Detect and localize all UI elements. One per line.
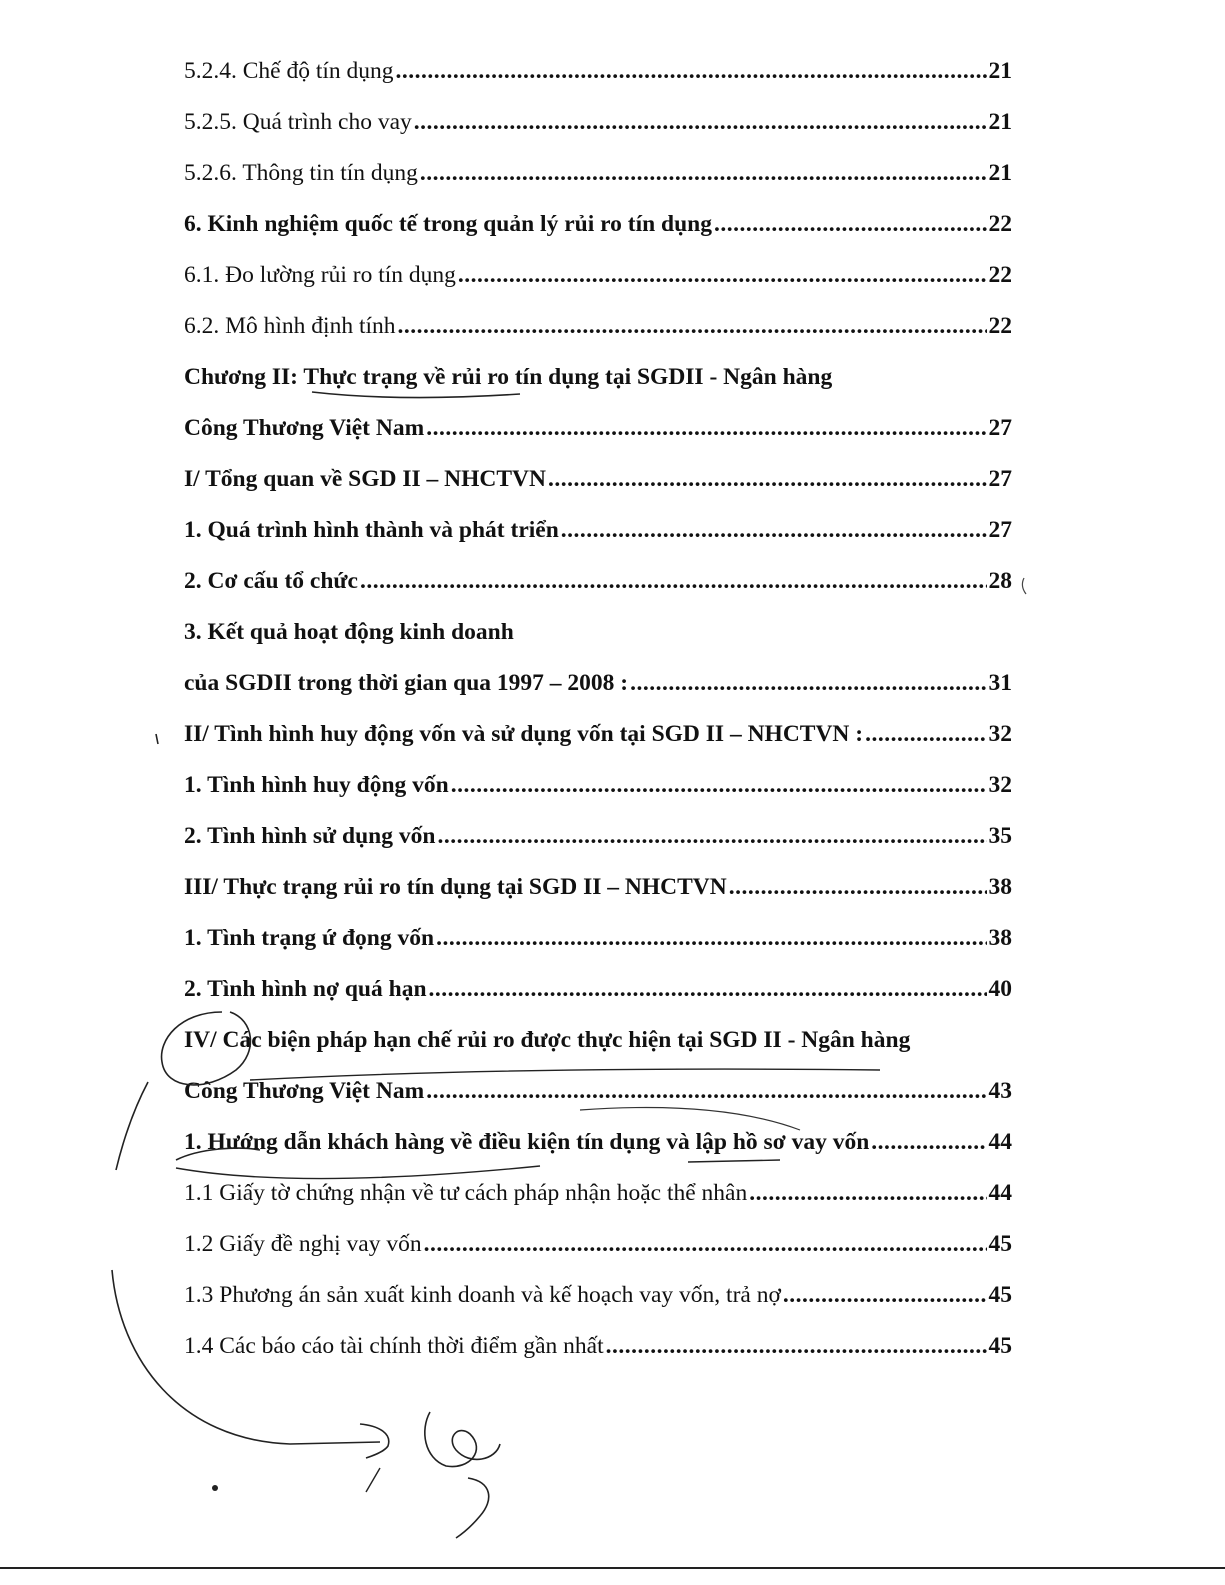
pen-tick-mark [1022,578,1026,594]
toc-page-number: 22 [988,262,1012,288]
toc-entry-label: Công Thương Việt Nam [184,1078,425,1104]
toc-entry-label: 1. Quá trình hình thành và phát triển [184,517,559,543]
toc-page-number: 21 [988,160,1012,186]
toc-page-number: 44 [988,1129,1012,1155]
pen-circle-mark [162,1012,251,1085]
pen-strike-mark [176,1148,260,1160]
toc-page-number: 35 [988,823,1012,849]
pen-scribble-mark [456,1478,489,1538]
toc-entry-label: 6.1. Đo lường rủi ro tín dụng [184,262,456,288]
pen-tick-mark [156,734,158,744]
toc-entry-label: 5.2.5. Quá trình cho vay [184,109,412,135]
toc-page-number: 21 [988,109,1012,135]
toc-page-number: 38 [988,874,1012,900]
pen-scribble-mark [366,1468,380,1492]
toc-entry-label: 6. Kinh nghiệm quốc tế trong quản lý rủi ro tín dụng [184,211,713,237]
toc-entry-label: 5.2.4. Chế độ tín dụng [184,58,394,84]
toc-page-number: 27 [988,415,1012,441]
toc-entry-label: Công Thương Việt Nam [184,415,425,441]
toc-entry-label: I/ Tổng quan về SGD II – NHCTVN [184,466,546,492]
toc-entry-label: IV/ Các biện pháp hạn chế rủi ro được thực hiện tại SGD II - Ngân hàng [184,1027,911,1053]
toc-entry-label: 2. Tình hình nợ quá hạn [184,976,427,1002]
toc-page-number: 45 [988,1282,1012,1308]
toc-page-number: 28 [988,568,1012,594]
toc-entry-label: của SGDII trong thời gian qua 1997 – 2008 : [184,670,629,696]
pen-underline-mark [312,392,520,398]
toc-entry-label: 1. Tình hình huy động vốn [184,772,449,798]
toc-page-number: 32 [988,721,1012,747]
toc-entry-label: 1. Tình trạng ứ đọng vốn [184,925,435,951]
toc-entry-label: 1.2 Giấy đề nghị vay vốn [184,1231,422,1257]
toc-page-number: 40 [988,976,1012,1002]
toc-page-number: 43 [988,1078,1012,1104]
toc-page-number: 44 [988,1180,1012,1206]
toc-page-number: 45 [988,1333,1012,1359]
toc-page-number: 31 [988,670,1012,696]
pen-scribble-mark [425,1412,500,1467]
toc-entry-label: 3. Kết quả hoạt động kinh doanh [184,619,514,645]
toc-entry-label: II/ Tình hình huy động vốn và sử dụng vốn tại SGD II – NHCTVN : [184,721,864,747]
toc-page-number: 22 [988,313,1012,339]
toc-entry-label: Chương II: Thực trạng về rủi ro tín dụng tại SGDII - Ngân hàng [184,364,833,390]
pen-bracket-mark [112,1270,380,1444]
toc-entry-label: 6.2. Mô hình định tính [184,313,396,339]
toc-entry-label: 2. Cơ cấu tổ chức [184,568,358,594]
toc-page-number: 22 [988,211,1012,237]
pen-bracket-mark [116,1082,148,1170]
toc-entry-label: 5.2.6. Thông tin tín dụng [184,160,418,186]
toc-page-number: 38 [988,925,1012,951]
pen-underline-mark [176,1166,540,1179]
pen-arc-mark [580,1108,800,1131]
page-bottom-rule [0,1567,1225,1569]
pen-scribble-mark [360,1424,389,1458]
pen-underline-mark [250,1069,880,1080]
toc-entry-label: 1.4 Các báo cáo tài chính thời điểm gần nhất [184,1333,604,1359]
toc-page-number: 21 [988,58,1012,84]
toc-page-number: 45 [988,1231,1012,1257]
toc-entry-label: 1.3 Phương án sản xuất kinh doanh và kế hoạch vay vốn, trả nợ [184,1282,781,1308]
toc-page-number: 27 [988,517,1012,543]
toc-page-number: 27 [988,466,1012,492]
toc-entry-label: 1. Hướng dẫn khách hàng về điều kiện tín dụng và lập hồ sơ vay vốn [184,1129,870,1155]
toc-entry-label: 2. Tình hình sử dụng vốn [184,823,436,849]
toc-entry-label: III/ Thực trạng rủi ro tín dụng tại SGD II – NHCTVN [184,874,727,900]
toc-entry-label: 1.1 Giấy tờ chứng nhận về tư cách pháp nhận hoặc thể nhân [184,1180,748,1206]
toc-page-number: 32 [988,772,1012,798]
pen-dot-mark [212,1485,218,1491]
pen-strike-mark [688,1160,780,1162]
